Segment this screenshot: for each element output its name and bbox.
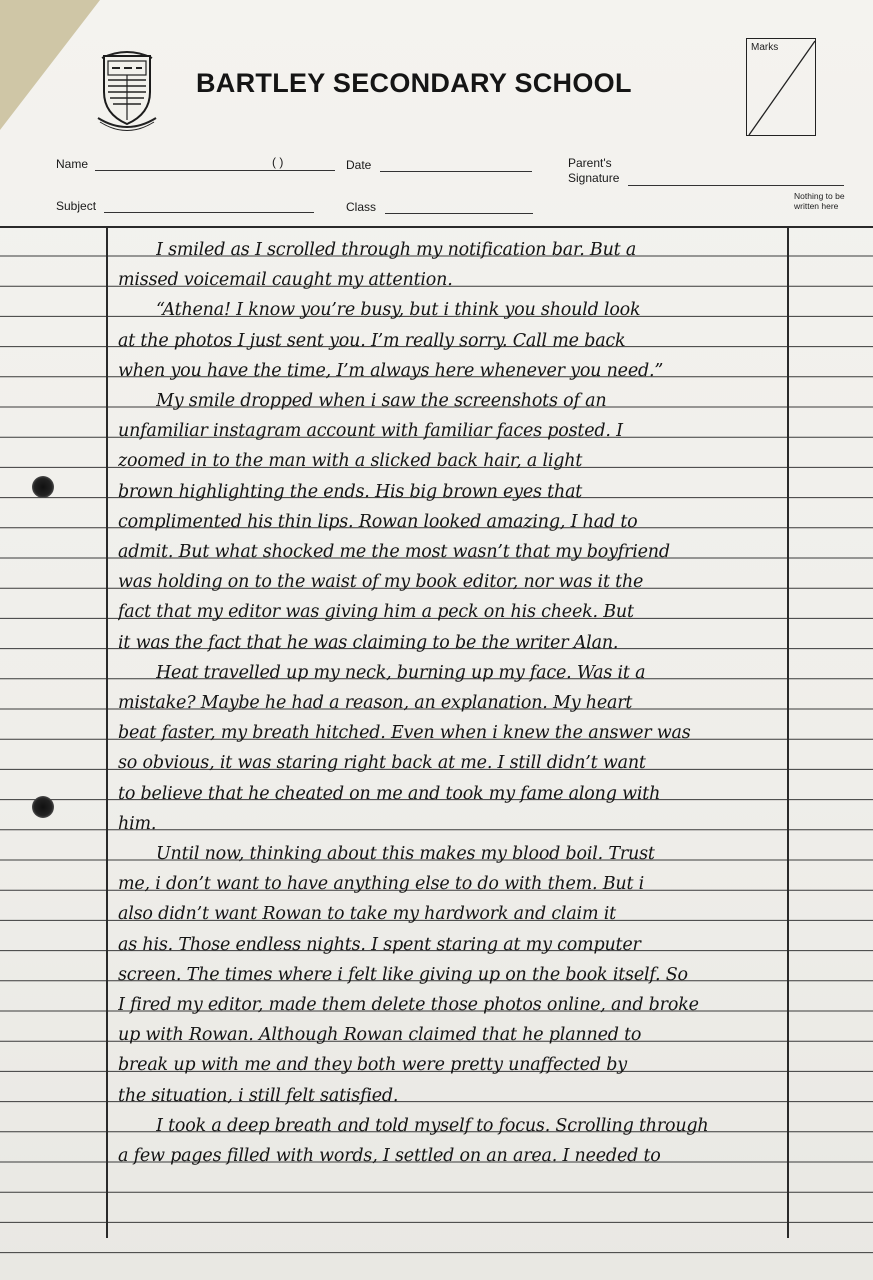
essay-line: unfamiliar instagram account with familiar faces posted. I (118, 421, 623, 442)
marks-label: Marks (751, 42, 779, 53)
essay-line: Heat travelled up my neck, burning up my face. Was it a (156, 662, 646, 683)
nothing-written-note: Nothing to be written here (794, 191, 845, 211)
essay-line: as his. Those endless nights. I spent staring at my computer (118, 934, 641, 955)
essay-line: him. (118, 813, 157, 834)
parents-label: Parent's (568, 156, 612, 170)
class-label: Class (346, 200, 377, 214)
essay-line: complimented his thin lips. Rowan looked amazing, I had to (118, 511, 638, 532)
school-name: BARTLEY SECONDARY SCHOOL (196, 68, 632, 98)
essay-line: I took a deep breath and told myself to focus. Scrolling through (156, 1115, 709, 1136)
essay-line: zoomed in to the man with a slicked back hair, a light (118, 451, 583, 472)
subject-label: Subject (56, 199, 97, 213)
essay-line: fact that my editor was giving him a peck on his cheek. But (118, 602, 634, 623)
essay-line: me, i don’t want to have anything else to do with them. But i (118, 874, 645, 895)
essay-line: I smiled as I scrolled through my notification bar. But a (156, 240, 637, 260)
name-label: Name (56, 157, 89, 171)
essay-line: Until now, thinking about this makes my blood boil. Trust (156, 844, 655, 864)
essay-line: also didn’t want Rowan to take my hardwork and claim it (118, 904, 616, 925)
essay-line: so obvious, it was staring right back at me. I still didn’t want (118, 753, 646, 774)
essay-line: when you have the time, I’m always here whenever you need.” (118, 360, 664, 381)
essay-line: was holding on to the waist of my book editor, nor was it the (118, 572, 644, 593)
date-label: Date (346, 158, 372, 172)
essay-line: “Athena! I know you’re busy, but i think you should look (156, 300, 641, 321)
essay-line: to believe that he cheated on me and took my fame along with (118, 783, 661, 804)
essay-line: it was the fact that he was claiming to be the writer Alan. (118, 632, 619, 653)
essay-line: admit. But what shocked me the most wasn’t that my boyfriend (118, 542, 670, 562)
essay-line: at the photos I just sent you. I’m really sorry. Call me back (118, 330, 626, 351)
essay-line: I fired my editor, made them delete those photos online, and broke (118, 995, 699, 1015)
essay-line: the situation, i still felt satisfied. (118, 1085, 399, 1106)
essay-line: a few pages filled with words, I settled on an area. I needed to (118, 1146, 661, 1166)
essay-line: mistake? Maybe he had a reason, an explanation. My heart (118, 693, 633, 713)
register-number-brackets: ( ) (272, 155, 284, 169)
essay-line: missed voicemail caught my attention. (118, 270, 453, 291)
essay-line: beat faster, my breath hitched. Even when i knew the answer was (118, 723, 691, 744)
essay-line: brown highlighting the ends. His big brown eyes that (118, 481, 583, 502)
essay-line: screen. The times where i felt like giving up on the book itself. So (118, 964, 688, 985)
essay-line: up with Rowan. Although Rowan claimed that he planned to (118, 1025, 642, 1046)
essay-line: break up with me and they both were pretty unaffected by (118, 1055, 627, 1076)
essay-line: My smile dropped when i saw the screenshots of an (156, 391, 607, 411)
signature-label: Signature (568, 171, 620, 185)
